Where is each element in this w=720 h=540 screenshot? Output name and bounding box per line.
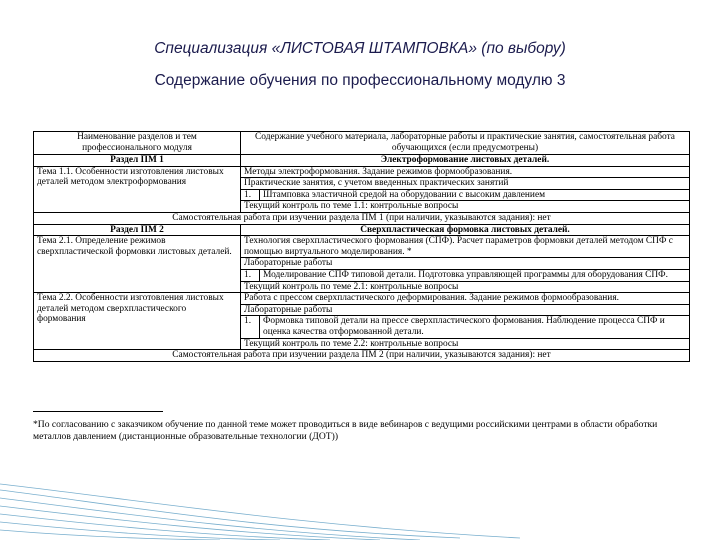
section-row-pm1 [34,155,690,167]
control-cell: Текущий контроль по теме 2.1: контрольные вопросы [241,281,690,293]
table-row [34,236,690,258]
item-text: Формовка типовой детали на прессе сверхпластического формования. Наблюдение процесса СПФ и оценка качества отформованной детали. [260,316,690,338]
content-cell: Методы электроформования. Задание режимов формообразования. [241,166,690,178]
section-title: Сверхпластическая формовка листовых деталей. [241,224,690,236]
table-row [34,166,690,178]
lab-label: Лабораторные работы [241,258,690,270]
slide-subtitle: Содержание обучения по профессиональному модулю 3 [154,72,566,89]
topic-cell: Тема 2.2. Особенности изготовления листовых деталей методом сверхпластического формования [34,293,241,350]
control-cell: Текущий контроль по теме 2.2: контрольные вопросы [241,338,690,350]
topic-cell: Тема 1.1. Особенности изготовления листовых деталей методом электроформования [34,166,241,212]
table-header-row [34,132,690,155]
content-cell: Работа с прессом сверхпластического деформирования. Задание режимов формообразования. [241,293,690,305]
practice-label: Практические занятия, с учетом введенных практических занятий [241,178,690,190]
item-number: 1. [241,189,260,201]
footnote: *По согласованию с заказчиком обучение по данной теме может проводиться в виде вебинаров с ведущими российскими центрами в области обработки металлов давлением (дистанционные образовательные технологии (ДОТ)) [33,419,658,442]
selfwork-cell: Самостоятельная работа при изучении раздела ПМ 2 (при наличии, указываются задания): нет [34,350,690,362]
section-title: Электроформование листовых деталей. [241,155,690,167]
topic-cell: Тема 2.1. Определение режимов сверхпластической формовки листовых деталей. [34,236,241,293]
selfwork-cell: Самостоятельная работа при изучении раздела ПМ 1 (при наличии, указываются задания): нет [34,212,690,224]
section-row-pm2 [34,224,690,236]
table-row [34,212,690,224]
item-text: Штамповка эластичной средой на оборудовании с высоким давлением [260,189,690,201]
footnote-divider [33,411,163,412]
lab-label: Лабораторные работы [241,304,690,316]
section-label: Раздел ПМ 1 [34,155,241,167]
curriculum-table [33,131,690,362]
table-row [34,293,690,305]
header-content: Содержание учебного материала, лабораторные работы и практические занятия, самостоятельная работа обучающихся (если предусмотрены) [241,132,690,155]
item-text: Моделирование СПФ типовой детали. Подготовка управляющей программы для оборудования СПФ. [260,269,690,281]
section-label: Раздел ПМ 2 [34,224,241,236]
content-cell: Технология сверхпластического формования (СПФ). Расчет параметров формовки деталей методом СПФ с помощью виртуального моделирования. * [241,236,690,258]
header-sections-topics: Наименование разделов и тем профессионального модуля [34,132,241,155]
slide-title: Специализация «ЛИСТОВАЯ ШТАМПОВКА» (по выбору) [154,40,566,57]
item-number: 1. [241,316,260,338]
item-number: 1. [241,269,260,281]
control-cell: Текущий контроль по теме 1.1: контрольные вопросы [241,201,690,213]
decorative-waves [0,450,720,540]
table-row [34,350,690,362]
